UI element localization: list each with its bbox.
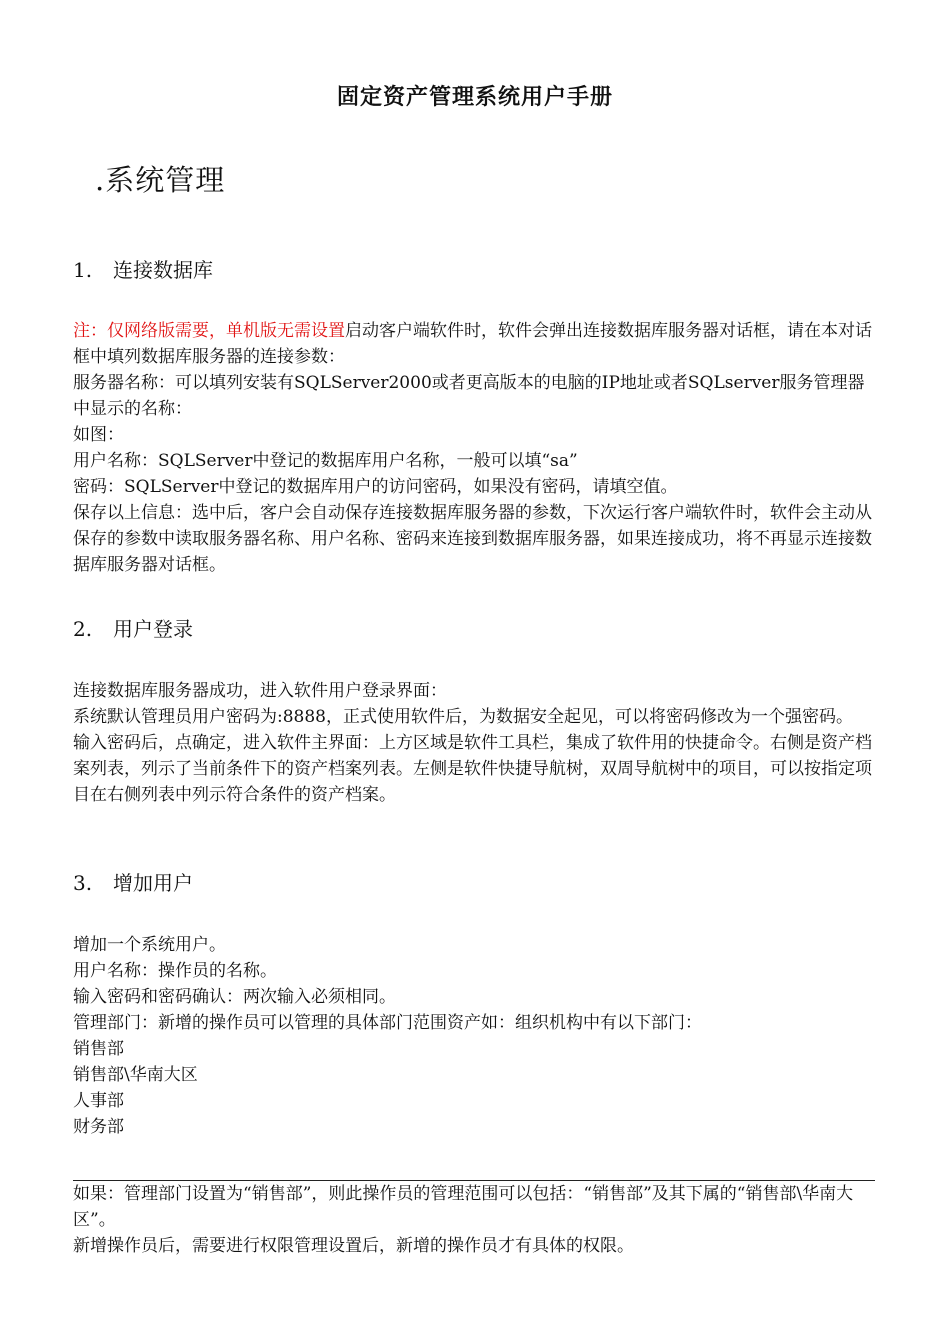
section-number: 3. — [73, 871, 93, 895]
paragraph: 保存以上信息：选中后，客户会自动保存连接数据库服务器的参数，下次运行客户端软件时，软件会主动从保存的参数中读取服务器名称、用户名称、密码来连接到数据库服务器，如果连接成功，将不再显示连接数据库服务器对话框。 — [73, 503, 872, 575]
department-item: 人事部 — [73, 1091, 124, 1111]
paragraph: 服务器名称：可以填列安装有SQLServer2000或者更高版本的电脑的IP地址或者SQLserver服务管理器中显示的名称： — [73, 373, 865, 419]
paragraph — [73, 318, 878, 370]
paragraph: 输入密码和密码确认：两次输入必须相同。 — [73, 987, 396, 1007]
section-3-heading — [73, 870, 193, 896]
section-2-heading — [73, 616, 193, 642]
section-number: 1. — [73, 258, 93, 282]
paragraph: 输入密码后，点确定，进入软件主界面：上方区域是软件工具栏，集成了软件用的快捷命令。右侧是资产档案列表，列示了当前条件下的资产档案列表。左侧是软件快捷导航树，双周导航树中的项目，可以按指定项目在右侧列表中列示符合条件的资产档案。 — [73, 733, 872, 805]
department-item: 销售部\华南大区 — [73, 1065, 198, 1085]
paragraph: 如果：管理部门设置为“销售部”，则此操作员的管理范围可以包括：“销售部”及其下属的“销售部\华南大区”。 — [73, 1184, 854, 1230]
document-title: 固定资产管理系统用户手册 — [336, 85, 613, 110]
section-number: 2. — [73, 617, 93, 641]
section-title: 用户登录 — [113, 617, 193, 641]
paragraph: 如图： — [73, 425, 124, 445]
paragraph: 新增操作员后，需要进行权限管理设置后，新增的操作员才有具体的权限。 — [73, 1236, 634, 1256]
network-version-note: 注：仅网络版需要，单机版无需设置 — [73, 321, 345, 341]
paragraph: 用户名称：SQLServer中登记的数据库用户名称，一般可以填“sa” — [73, 451, 578, 471]
department-item: 财务部 — [73, 1117, 124, 1137]
paragraph: 系统默认管理员用户密码为:8888，正式使用软件后，为数据安全起见，可以将密码修改为一个强密码。 — [73, 707, 853, 727]
section-1-body — [73, 318, 878, 578]
section-title: 连接数据库 — [113, 258, 213, 282]
paragraph: 连接数据库服务器成功，进入软件用户登录界面： — [73, 681, 447, 701]
section-2-body — [73, 678, 878, 808]
paragraph: 增加一个系统用户。 — [73, 935, 226, 955]
department-item: 销售部 — [73, 1039, 124, 1059]
section-3-footer-body — [73, 1181, 878, 1259]
section-3-body — [73, 932, 878, 1140]
paragraph: 管理部门：新增的操作员可以管理的具体部门范围资产如：组织机构中有以下部门： — [73, 1013, 702, 1033]
section-1-heading — [73, 257, 213, 283]
paragraph: 密码：SQLServer中登记的数据库用户的访问密码，如果没有密码，请填空值。 — [73, 477, 678, 497]
section-title: 增加用户 — [113, 871, 193, 895]
paragraph: 用户名称：操作员的名称。 — [73, 961, 277, 981]
paragraph-text: 启动客户端软件时，软件会弹出连接数据库服务器对话框，请在本对话框中填列数据库服务器的连接参数： — [73, 321, 872, 367]
chapter-heading: .系统管理 — [95, 163, 226, 197]
